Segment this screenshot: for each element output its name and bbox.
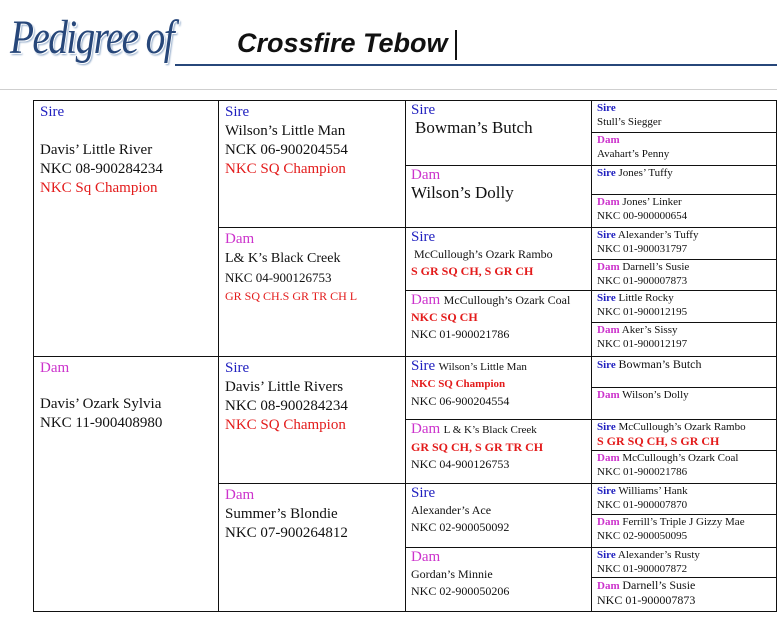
gen2-reg: NKC 04-900126753 [225,270,332,285]
gen2-name: Davis’ Little Rivers [225,379,344,395]
gen2-name: Summer’s Blondie [225,506,338,522]
gen4-name: Alexander’s Tuffy [617,229,699,241]
gen4-name: Jones’ Tuffy [618,167,673,179]
sire-label: Sire [597,485,616,497]
gen3-title: NKC SQ CH [411,310,478,324]
gen3-name: McCullough’s Ozark Rambo [414,247,553,261]
gen4-name: Stull’s Siegger [597,116,662,128]
dam-label: Dam [411,549,441,565]
gen2-reg: NKC 08-900284234 [225,398,348,414]
gen3-cell [405,100,592,166]
gen4-cell [591,356,777,388]
dam-label: Dam [40,360,70,376]
gen4-name: Bowman’s Butch [618,357,702,371]
gen4-reg: NKC 01-900012195 [597,306,688,318]
gen3-reg: NKC 02-900050092 [411,520,510,534]
gen1-sire-reg: NKC 08-900284234 [40,161,163,177]
dam-label: Dam [411,292,441,308]
dam-label: Dam [411,167,441,183]
dam-label: Dam [597,324,620,336]
gen3-name: Bowman’s Butch [415,118,533,137]
gen2-reg: NKC 07-900264812 [225,525,348,541]
gen3-cell [405,227,592,291]
dog-name: Crossfire Tebow [237,28,448,58]
gen3-title: S GR SQ CH, S GR CH [411,264,534,278]
gen3-name: Wilson’s Dolly [411,183,514,202]
gen4-cell [591,227,777,260]
pedigree-title: Pedigree of [10,11,174,64]
gen4-cell [591,419,777,451]
dam-label: Dam [597,134,620,146]
gen4-reg: NKC 01-900007872 [597,563,688,575]
gen3-reg: NKC 04-900126753 [411,457,510,471]
gen2-reg: NCK 06-900204554 [225,142,348,158]
gen4-name: Jones’ Linker [622,196,682,208]
gen1-sire-cell [33,100,219,357]
gen3-name: Alexander’s Ace [411,503,492,517]
gen3-cell [405,419,592,484]
gen4-reg: NKC 01-900031797 [597,243,688,255]
gen1-dam-name: Davis’ Ozark Sylvia [40,396,162,412]
gen4-cell [591,577,777,612]
gen2-title: NKC SQ Champion [225,417,346,433]
gen3-reg: NKC 06-900204554 [411,394,510,408]
gen4-cell [591,259,777,291]
gen3-reg: NKC 01-900021786 [411,327,510,341]
gen4-name: Ferrill’s Triple J Gizzy Mae [622,516,745,528]
dam-label: Dam [225,487,255,503]
sire-label: Sire [225,360,250,376]
gen4-name: Avahart’s Penny [597,148,670,160]
gen4-name: Alexander’s Rusty [617,549,700,561]
sire-label: Sire [411,485,436,501]
gen4-name: Darnell’s Susie [622,261,690,273]
gen3-cell [405,483,592,548]
gen1-dam-cell [33,356,219,612]
gen4-reg: NKC 01-900007873 [597,593,696,607]
gen1-sire-name: Davis’ Little River [40,142,153,158]
gen4-cell [591,132,777,166]
gen2-title: GR SQ CH.S GR TR CH L [225,289,358,303]
gen3-cell [405,356,592,420]
sire-label: Sire [597,549,616,561]
dam-label: Dam [597,580,620,592]
gen4-name: McCullough’s Ozark Coal [622,452,739,464]
gen3-name: Gordan’s Minnie [411,567,493,581]
gen4-cell [591,547,777,578]
gen4-reg: NKC 02-900050095 [597,530,688,542]
gen3-cell [405,547,592,612]
gen2-cell [218,227,406,357]
gen4-reg: NKC 01-900007870 [597,499,688,511]
gen2-cell [218,100,406,228]
dam-label: Dam [597,516,620,528]
sire-label: Sire [411,229,436,245]
gen4-cell [591,100,777,133]
gen4-cell [591,165,777,195]
gen2-cell [218,483,406,612]
gen4-title: S GR SQ CH, S GR CH [597,434,720,448]
gen2-name: Wilson’s Little Man [225,123,346,139]
gen4-reg: NKC 01-900021786 [597,466,688,478]
dam-label: Dam [597,196,620,208]
dam-label: Dam [597,389,620,401]
sire-label: Sire [40,104,65,120]
dam-label: Dam [411,421,441,437]
gen3-title: NKC SQ Champion [411,378,506,390]
gen4-cell [591,194,777,228]
gen4-name: Little Rocky [618,292,674,304]
gen4-name: McCullough’s Ozark Rambo [618,421,746,433]
dam-label: Dam [225,231,255,247]
gen3-name: McCullough’s Ozark Coal [443,293,571,307]
gen2-name: L& K’s Black Creek [225,251,341,266]
gen3-name: Wilson’s Little Man [438,361,527,373]
gen4-reg: NKC 01-900012197 [597,338,688,350]
gen3-name: L & K’s Black Creek [443,424,537,436]
sire-label: Sire [411,102,436,118]
gen4-cell [591,322,777,357]
sire-label: Sire [597,421,616,433]
dam-label: Dam [597,452,620,464]
gen2-title: NKC SQ Champion [225,161,346,177]
gen4-name: Aker’s Sissy [621,324,678,336]
sire-label: Sire [411,358,436,374]
gen4-cell [591,387,777,420]
gen4-name: Williams’ Hank [618,485,688,497]
sire-label: Sire [597,167,616,179]
gen3-cell [405,165,592,228]
gen3-cell [405,290,592,357]
gen4-cell [591,450,777,484]
gen4-reg: NKC 01-900007873 [597,275,688,287]
gen1-dam-reg: NKC 11-900408980 [40,415,163,431]
gen4-cell [591,290,777,323]
gen2-cell [218,356,406,484]
sire-label: Sire [225,104,250,120]
dam-label: Dam [597,261,620,273]
gen1-sire-title: NKC Sq Champion [40,180,158,196]
sire-label: Sire [597,102,616,114]
gen4-name: Darnell’s Susie [622,578,696,592]
gen4-reg: NKC 00-900000654 [597,210,688,222]
sire-label: Sire [597,292,616,304]
gen3-reg: NKC 02-900050206 [411,584,510,598]
sire-label: Sire [597,359,616,371]
gen3-title: GR SQ CH, S GR TR CH [411,440,544,454]
gen4-cell [591,483,777,515]
gen4-name: Wilson’s Dolly [622,389,689,401]
sire-label: Sire [597,229,616,241]
gen4-cell [591,514,777,548]
